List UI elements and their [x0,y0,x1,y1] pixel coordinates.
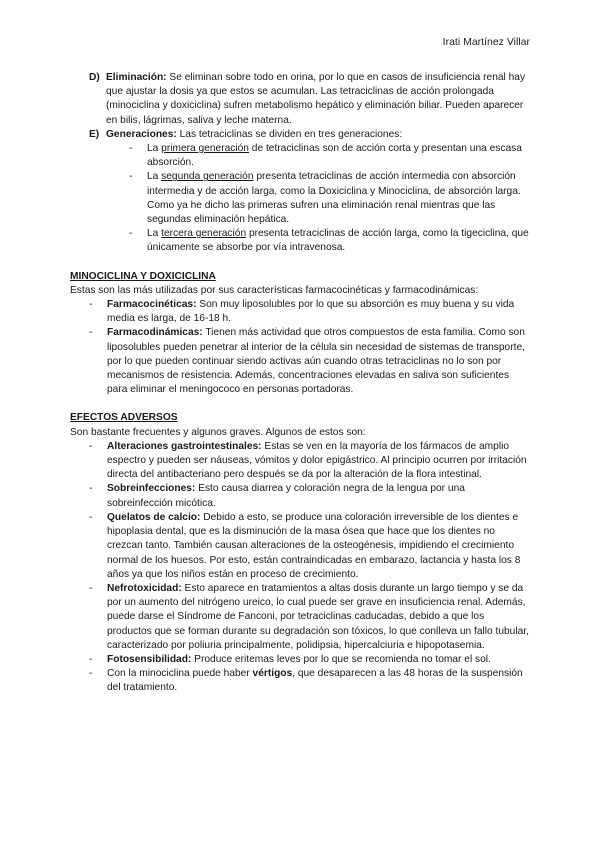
section-text [106,71,530,128]
minociclina-intro: Estas son las más utilizadas por sus características farmacocinéticas y farmacodinámicas: [70,284,479,296]
adversos-intro: Son bastante frecuentes y algunos graves. Algunos de estos son: [70,426,366,438]
document-body [70,71,530,696]
item-text: Estas se ven en la mayoría de los fármacos de amplio espectro y pueden ser náuseas, vómitos y dolor epigástrico. Al principio ocurren por irritación directa del antibacteriano pero después se da por la alteración de la flora intestinal. [107,440,527,481]
heading-efectos-adversos: EFECTOS ADVERSOS [70,412,178,424]
item-title: Fotosensibilidad: [107,653,192,665]
dash-marker: - [129,228,133,240]
item-pre: La [147,228,162,240]
section-generations [70,128,530,142]
dash-marker: - [89,511,93,523]
item-text: Son muy liposolubles por lo que su absorción es muy buena y su vida media es larga, de 16-18 h. [107,299,515,325]
list-item [70,170,530,227]
dash-marker: - [129,143,133,155]
item-pre: La [147,171,162,183]
list-item [70,653,530,667]
dash-marker: - [89,483,93,495]
item-text: Tienen más actividad que otros compuestos de esta familia. Como son liposolubles pueden penetrar al interior de la célula sin necesidad de sistemas de transporte, por lo que pueden continuar siendo activas aún cuando otras tetraciclinas no lo son por mecanismos de resistencia. Además, concentraciones elevadas en saliva son suficientes para eliminar el meningococo en personas portadoras. [107,327,525,396]
dash-marker: - [89,327,93,339]
item-post: presenta tetraciclinas de acción intermedia con absorción intermedia y de acción larga, como la Doxiciclina y Minociclina, de absorción larga. Como ya he dicho las primeras sufren una eliminación renal mientras que las segundas eliminación hepática. [147,171,521,226]
author-header: Irati Martínez Villar [442,36,530,48]
dash-marker: - [89,653,93,665]
item-bold: vértigos [252,668,293,680]
item-title: Farmacocinéticas: [107,299,197,311]
generations-list [70,142,530,256]
dash-marker: - [89,299,93,311]
item-text: Esto causa diarrea y coloración negra de la lengua por una sobreinfección micótica. [107,483,465,509]
item-title: Quelatos de calcio: [107,511,201,523]
item-pre: La [147,143,162,155]
dash-marker: - [89,668,93,680]
dash-marker: - [89,582,93,594]
list-item [70,326,530,397]
item-underlined: segunda generación [161,171,254,183]
section-body: Las tetraciclinas se dividen en tres generaciones: [176,128,403,140]
heading-minociclina: MINOCICLINA Y DOXICICLINA [70,270,216,282]
adversos-list [70,440,530,696]
list-item [70,227,530,255]
section-elimination [70,71,530,128]
list-item [70,142,530,170]
item-text: Esto aparece en tratamientos a altas dosis durante un largo tiempo y se da por un aumento del nitrógeno ureico, lo cual puede ser grave en insuficiencia renal. Además, puede darse el Síndrome de Fanconi, por tetraciclinas caducadas, debido a que los productos que se forman durante su degradación son tóxicos, lo que conlleva un fallo tubular, caracterizado por poliuria principalmente, polidipsia, hipercalciuria e hipopotasemia. [107,582,529,651]
dash-marker: - [89,440,93,452]
item-title: Alteraciones gastrointestinales: [107,440,262,452]
section-title: Eliminación: [106,72,167,83]
list-item [70,482,530,510]
dash-marker: - [129,171,133,183]
list-item [70,440,530,483]
section-title: Generaciones: [106,128,177,140]
item-underlined: primera generación [161,143,249,155]
item-pre: Con la minociclina puede haber [107,668,253,680]
item-underlined: tercera generación [161,228,247,240]
item-post: de tetraciclinas son de acción corta y presentan una escasa absorción. [147,143,522,169]
item-text: Debido a esto, se produce una coloración irreversible de los dientes e hipoplasia dental, que es la disminución de la masa ósea que hace que los dientes no crezcan tanto. También causan alteraciones de la osteogénesis, impidiendo el crecimiento normal de los huesos. Por esto, están contraindicadas en embarazo, lactancia y hasta los 8 años ya que los niños están en proceso de crecimiento. [107,511,521,580]
section-marker: D) [89,72,100,83]
list-item [70,667,530,695]
list-item [70,582,530,653]
minociclina-list [70,298,530,397]
item-post: , que desaparecen a las 48 horas de la suspensión del tratamiento. [107,668,523,694]
item-title: Sobreinfecciones: [107,483,196,495]
section-text [106,128,530,142]
item-title: Nefrotoxicidad: [107,582,182,594]
item-post: presenta tetraciclinas de acción larga, como la tigeciclina, que únicamente se absorbe por vía intravenosa. [147,228,529,254]
list-item [70,511,530,582]
section-marker: E) [89,128,100,140]
item-text: Produce eritemas leves por lo que se recomienda no tomar el sol. [191,653,491,665]
section-body: Se eliminan sobre todo en orina, por lo que en casos de insuficiencia renal hay que ajustar la dosis ya que estos se acumulan. Las tetraciclinas de acción prolongada (minociclina y doxiciclina) sufren metabolismo hepático y eliminación biliar. Pueden aparecer en bilis, lágrimas, saliva y leche materna. [106,72,526,126]
list-item [70,298,530,326]
item-title: Farmacodinámicas: [107,327,203,339]
